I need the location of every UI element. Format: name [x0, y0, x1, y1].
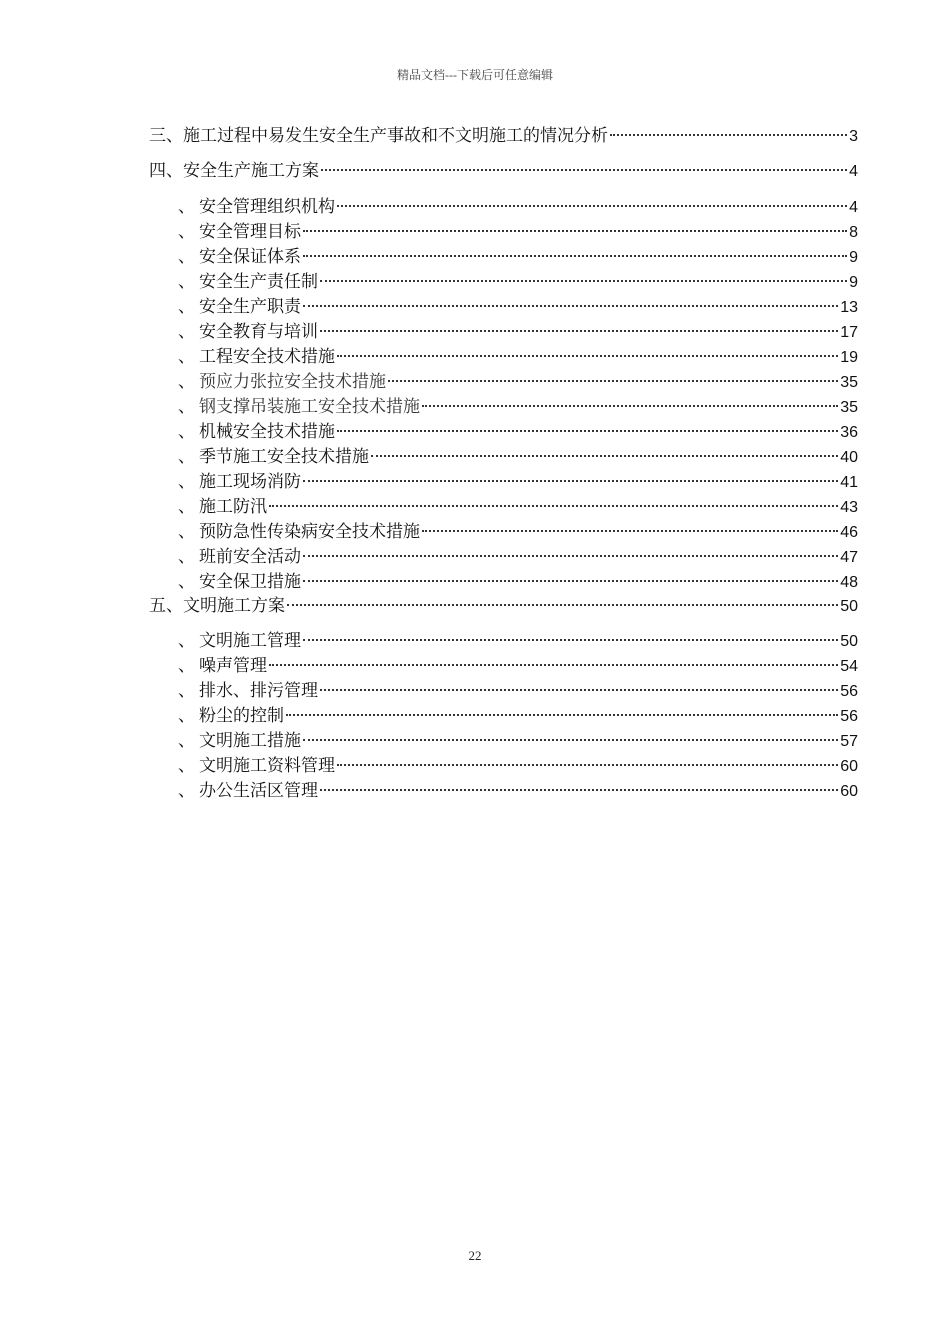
toc-entry[interactable]	[178, 320, 858, 344]
toc-entry-title: 钢支撑吊装施工安全技术措施	[199, 397, 420, 416]
toc-entry[interactable]	[178, 270, 858, 294]
toc-entry-prefix: 、	[178, 781, 195, 800]
toc-entry-title: 机械安全技术措施	[199, 422, 335, 441]
toc-entry-page: 48	[840, 574, 858, 591]
toc-entry-page: 17	[840, 324, 858, 341]
dot-leader	[371, 455, 838, 457]
toc-entry-page: 4	[849, 199, 858, 216]
toc-entry-page: 60	[840, 758, 858, 775]
toc-entry[interactable]	[145, 594, 858, 618]
toc-entry-prefix: 、	[178, 497, 195, 516]
dot-leader	[337, 430, 838, 432]
dot-leader	[320, 330, 838, 332]
toc-entry-prefix: 、	[178, 572, 195, 591]
toc-entry-title: 安全保证体系	[199, 247, 301, 266]
toc-entry-prefix: 、	[178, 322, 195, 341]
toc-entry-title: 安全管理目标	[199, 222, 301, 241]
toc-entry[interactable]	[178, 520, 858, 544]
toc-entry[interactable]	[178, 729, 858, 753]
page-number: 22	[468, 1248, 482, 1263]
toc-entry-title: 施工现场消防	[199, 472, 301, 491]
toc-entry-prefix: 、	[178, 397, 195, 416]
toc-entry[interactable]	[178, 545, 858, 569]
toc-entry-prefix: 、	[178, 472, 195, 491]
toc-entry-page: 19	[840, 349, 858, 366]
toc-entry-title: 预应力张拉安全技术措施	[199, 372, 386, 391]
toc-entry-title: 粉尘的控制	[199, 706, 284, 725]
toc-entry-title: 安全管理组织机构	[199, 197, 335, 216]
toc-entry-page: 60	[840, 783, 858, 800]
dot-leader	[388, 380, 838, 382]
toc-entry-prefix: 、	[178, 197, 195, 216]
toc-entry-prefix: 、	[178, 756, 195, 775]
toc-entry-page: 3	[849, 128, 858, 145]
toc-entry-title: 五、文明施工方案	[149, 596, 285, 615]
toc-entry[interactable]	[145, 124, 858, 148]
toc-entry-title: 安全生产职责	[199, 297, 301, 316]
toc-entry-prefix: 、	[178, 222, 195, 241]
toc-entry-page: 8	[849, 224, 858, 241]
toc-entry-prefix: 、	[178, 631, 195, 650]
dot-leader	[422, 405, 838, 407]
toc-entry-page: 50	[840, 598, 858, 615]
toc-entry-title: 安全保卫措施	[199, 572, 301, 591]
dot-leader	[303, 739, 838, 741]
toc-entry-page: 46	[840, 524, 858, 541]
toc-entry[interactable]	[178, 495, 858, 519]
toc-entry-page: 56	[840, 708, 858, 725]
dot-leader	[337, 355, 838, 357]
toc-entry-page: 35	[840, 374, 858, 391]
toc-entry-title: 噪声管理	[199, 656, 267, 675]
dot-leader	[286, 714, 838, 716]
toc-entry-page: 36	[840, 424, 858, 441]
toc-entry-prefix: 、	[178, 297, 195, 316]
toc-entry-title: 预防急性传染病安全技术措施	[199, 522, 420, 541]
dot-leader	[303, 230, 847, 232]
dot-leader	[303, 555, 838, 557]
dot-leader	[337, 205, 847, 207]
toc-entry-prefix: 、	[178, 247, 195, 266]
toc-entry-title: 办公生活区管理	[199, 781, 318, 800]
toc-entry-page: 9	[849, 274, 858, 291]
toc-entry-page: 9	[849, 249, 858, 266]
toc-entry[interactable]	[178, 420, 858, 444]
dot-leader	[320, 280, 847, 282]
toc-entry[interactable]	[178, 570, 858, 594]
dot-leader	[321, 169, 847, 171]
toc-entry-title: 文明施工管理	[199, 631, 301, 650]
toc-entry-page: 57	[840, 733, 858, 750]
toc-entry-page: 41	[840, 474, 858, 491]
toc-entry[interactable]	[178, 470, 858, 494]
toc-entry-page: 56	[840, 683, 858, 700]
toc-entry[interactable]	[178, 629, 858, 653]
toc-entry[interactable]	[178, 679, 858, 703]
toc-entry[interactable]	[178, 370, 858, 394]
toc-entry[interactable]	[178, 195, 858, 219]
toc-entry-page: 35	[840, 399, 858, 416]
toc-entry-prefix: 、	[178, 522, 195, 541]
dot-leader	[303, 639, 838, 641]
dot-leader	[303, 480, 838, 482]
toc-entry-title: 季节施工安全技术措施	[199, 447, 369, 466]
dot-leader	[287, 604, 838, 606]
toc-entry-title: 三、施工过程中易发生安全生产事故和不文明施工的情况分析	[149, 126, 608, 145]
toc-entry-title: 安全教育与培训	[199, 322, 318, 341]
dot-leader	[269, 664, 838, 666]
dot-leader	[320, 689, 838, 691]
toc-entry-page: 54	[840, 658, 858, 675]
toc-entry-prefix: 、	[178, 656, 195, 675]
toc-entry-prefix: 、	[178, 272, 195, 291]
toc-entry[interactable]	[145, 159, 858, 183]
toc-entry-title: 文明施工资料管理	[199, 756, 335, 775]
toc-entry-title: 班前安全活动	[199, 547, 301, 566]
toc-entry-prefix: 、	[178, 447, 195, 466]
toc-entry-page: 13	[840, 299, 858, 316]
toc-entry[interactable]	[178, 754, 858, 778]
toc-entry-page: 50	[840, 633, 858, 650]
toc-entry-prefix: 、	[178, 422, 195, 441]
toc-entry-title: 四、安全生产施工方案	[149, 161, 319, 180]
toc-entry-title: 工程安全技术措施	[199, 347, 335, 366]
toc-entry-prefix: 、	[178, 347, 195, 366]
toc-entry[interactable]	[178, 295, 858, 319]
toc-entry[interactable]	[178, 654, 858, 678]
toc-entry-prefix: 、	[178, 706, 195, 725]
toc-entry-title: 施工防汛	[199, 497, 267, 516]
toc-entry[interactable]	[178, 445, 858, 469]
dot-leader	[303, 255, 847, 257]
toc-entry[interactable]	[178, 245, 858, 269]
dot-leader	[422, 530, 838, 532]
toc-entry-page: 4	[849, 163, 858, 180]
toc-entry[interactable]	[178, 345, 858, 369]
toc-entry-page: 47	[840, 549, 858, 566]
page-header: 精品文档---下载后可任意编辑	[397, 68, 553, 82]
toc-entry-prefix: 、	[178, 681, 195, 700]
dot-leader	[303, 580, 838, 582]
toc-entry-page: 43	[840, 499, 858, 516]
toc-entry-prefix: 、	[178, 547, 195, 566]
dot-leader	[303, 305, 838, 307]
toc-entry-page: 40	[840, 449, 858, 466]
toc-entry[interactable]	[178, 779, 858, 803]
dot-leader	[610, 134, 847, 136]
dot-leader	[269, 505, 838, 507]
toc-entry[interactable]	[178, 220, 858, 244]
toc-entry-title: 排水、排污管理	[199, 681, 318, 700]
toc-entry-prefix: 、	[178, 372, 195, 391]
toc-entry-title: 文明施工措施	[199, 731, 301, 750]
toc-entry-prefix: 、	[178, 731, 195, 750]
toc-entry-title: 安全生产责任制	[199, 272, 318, 291]
toc-entry[interactable]	[178, 395, 858, 419]
dot-leader	[320, 789, 838, 791]
dot-leader	[337, 764, 838, 766]
toc-entry[interactable]	[178, 704, 858, 728]
